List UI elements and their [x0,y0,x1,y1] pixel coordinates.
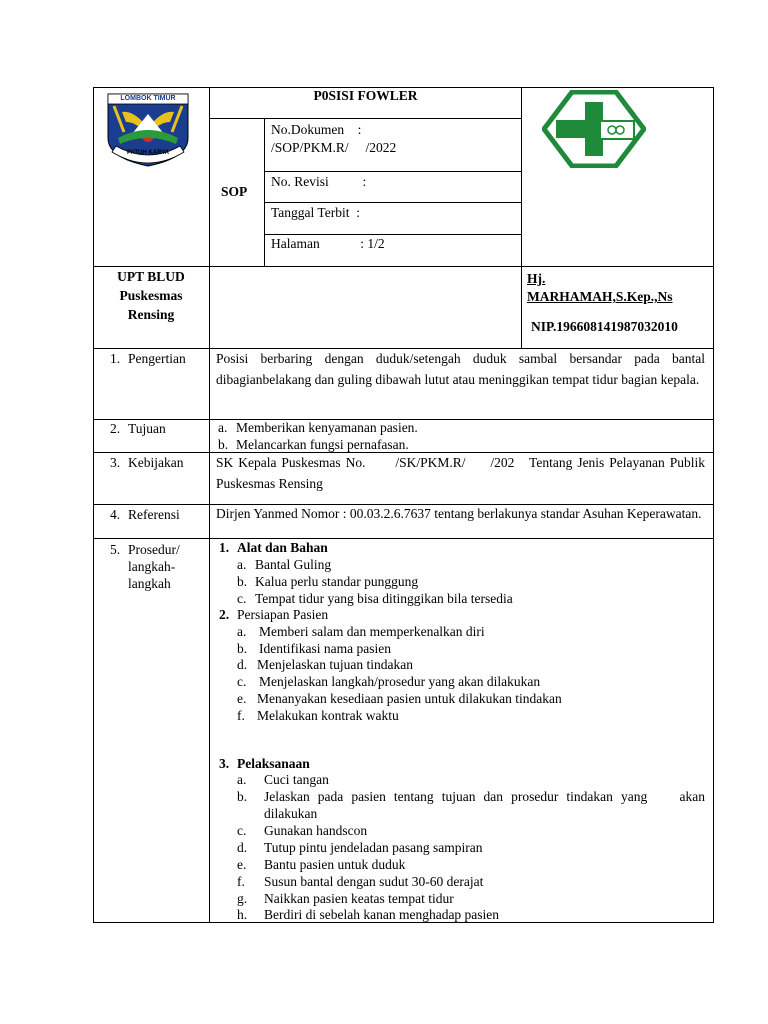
row-label-prosedur-2: langkah- [128,559,176,574]
doc-no-value: /SOP/PKM.R/ /2022 [271,140,397,155]
list-text: Menanyakan kesediaan pasien untuk dilakukan tindakan [257,691,562,706]
list-text: Melancarkan fungsi pernafasan. [236,437,409,452]
list-item [237,873,483,890]
list-marker: b. [237,789,248,804]
referensi-text: Dirjen Yanmed Nomor : 00.03.2.6.7637 tentang berlakunya standar Asuhan Keperawatan. [216,506,702,521]
list-item [237,788,709,822]
list-item [237,856,405,873]
org-line-1: UPT BLUD [117,269,185,284]
section-number: 3. [219,756,230,771]
list-text: Bantal Guling [255,557,332,572]
row-label-prosedur-3: langkah [128,576,171,591]
list-item [237,673,540,690]
list-marker: a. [218,420,228,435]
grid-line [93,538,714,539]
row-label: Tujuan [128,421,166,436]
document-title: P0SISI FOWLER [313,88,418,103]
row-number: 2. [110,421,121,436]
section-title: Persiapan Pasien [237,607,329,622]
grid-line [264,171,522,172]
section-title: Alat dan Bahan [237,540,328,555]
list-text: Susun bantal dengan sudut 30-60 derajat [264,874,484,889]
list-marker: d. [237,840,248,855]
list-marker: b. [218,437,229,452]
list-marker: f. [237,708,245,723]
list-item [237,890,454,907]
issue-date-label: Tanggal Terbit : [271,205,360,220]
list-text: Menjelaskan langkah/prosedur yang akan dilakukan [259,674,541,689]
list-marker: a. [237,772,247,787]
list-item [237,556,331,573]
list-item [237,822,367,839]
list-item [237,623,485,640]
list-text: Memberi salam dan memperkenalkan diri [259,624,485,639]
list-text: Bantu pasien untuk duduk [264,857,406,872]
list-text: Menjelaskan tujuan tindakan [257,657,413,672]
row-number: 4. [110,507,121,522]
signatory-name-2: MARHAMAH,S.Kep.,Ns [527,289,673,304]
section-heading [219,606,328,623]
logo-top-text: LOMBOK TIMUR [120,95,176,102]
list-text: Naikkan pasien keatas tempat tidur [264,891,454,906]
list-marker: a. [237,557,247,572]
revision-label: No. Revisi : [271,174,367,189]
list-marker: f. [237,874,245,889]
list-marker: b. [237,574,248,589]
sop-label: SOP [221,184,248,199]
list-text: Berdiri di sebelah kanan menghadap pasien [264,907,500,922]
section-number: 2. [219,607,230,622]
row-label: Referensi [128,507,180,522]
list-text: Gunakan handscon [264,823,368,838]
row-label-kebijakan [110,454,183,471]
list-item [237,640,391,657]
grid-line [209,348,210,923]
row-number: 1. [110,351,121,366]
row-label-tujuan [110,420,166,437]
list-text: Cuci tangan [264,772,329,787]
kebijakan-text: SK Kepala Puskesmas No. /SK/PKM.R/ /202 Tentang Jenis Pelayanan Publik Puskesmas Rensing [216,455,709,491]
doc-no-label: No.Dokumen : [271,122,362,137]
signatory-nip: NIP.196608141987032010 [531,319,678,334]
row-number: 5. [110,542,121,557]
grid-line [264,202,522,203]
signatory-name-1: Hj. [527,271,546,286]
list-item [237,573,418,590]
row-label: Prosedur/ [128,542,180,557]
list-item [237,707,399,724]
grid-line [209,118,522,119]
logo-bottom-text: PATUH KARYA [126,150,169,156]
list-item [237,690,562,707]
row-label-prosedur [110,541,180,558]
list-marker: a. [237,624,247,639]
section-heading [219,539,328,556]
org-line-2: Puskesmas [119,288,183,303]
list-marker: c. [237,591,247,606]
grid-line [521,87,522,348]
org-line-3: Rensing [127,307,175,322]
grid-line [93,266,714,267]
list-item [237,839,482,856]
list-item [218,419,418,436]
list-text: Tempat tidur yang bisa ditinggikan bila tersedia [255,591,513,606]
row-label: Kebijakan [128,455,184,470]
page-label: Halaman : 1/2 [271,236,385,251]
grid-line [209,87,210,348]
row-number: 3. [110,455,121,470]
list-text: Jelaskan pada pasien tentang tujuan dan prosedur tindakan yang akan dilakukan [264,789,709,821]
lombok-timur-logo [104,92,192,168]
list-marker: c. [237,823,247,838]
section-title: Pelaksanaan [237,756,310,771]
section-heading [219,755,310,772]
list-item [237,771,329,788]
puskesmas-logo [542,90,646,168]
list-marker: e. [237,691,247,706]
list-text: Tutup pintu jendeladan pasang sampiran [264,840,483,855]
list-marker: b. [237,641,248,656]
list-item [237,590,513,607]
section-number: 1. [219,540,230,555]
list-text: Memberikan kenyamanan pasien. [236,420,418,435]
list-text: Melakukan kontrak waktu [257,708,399,723]
list-item [237,906,499,923]
list-text: Kalua perlu standar punggung [255,574,419,589]
grid-line [264,118,265,266]
row-label-pengertian [110,350,186,367]
list-marker: g. [237,891,248,906]
list-text: Identifikasi nama pasien [259,641,391,656]
pengertian-text: Posisi berbaring dengan duduk/setengah duduk sambal bersandar pada bantal dibagianbelakang dan guling dibawah lutut atau meninggikan tempat tidur bagian kepala. [216,351,705,387]
row-label: Pengertian [128,351,186,366]
list-item [218,436,409,453]
list-marker: e. [237,857,247,872]
list-item [237,656,413,673]
list-marker: d. [237,657,248,672]
list-marker: h. [237,907,248,922]
list-marker: c. [237,674,247,689]
row-label-referensi [110,506,180,523]
